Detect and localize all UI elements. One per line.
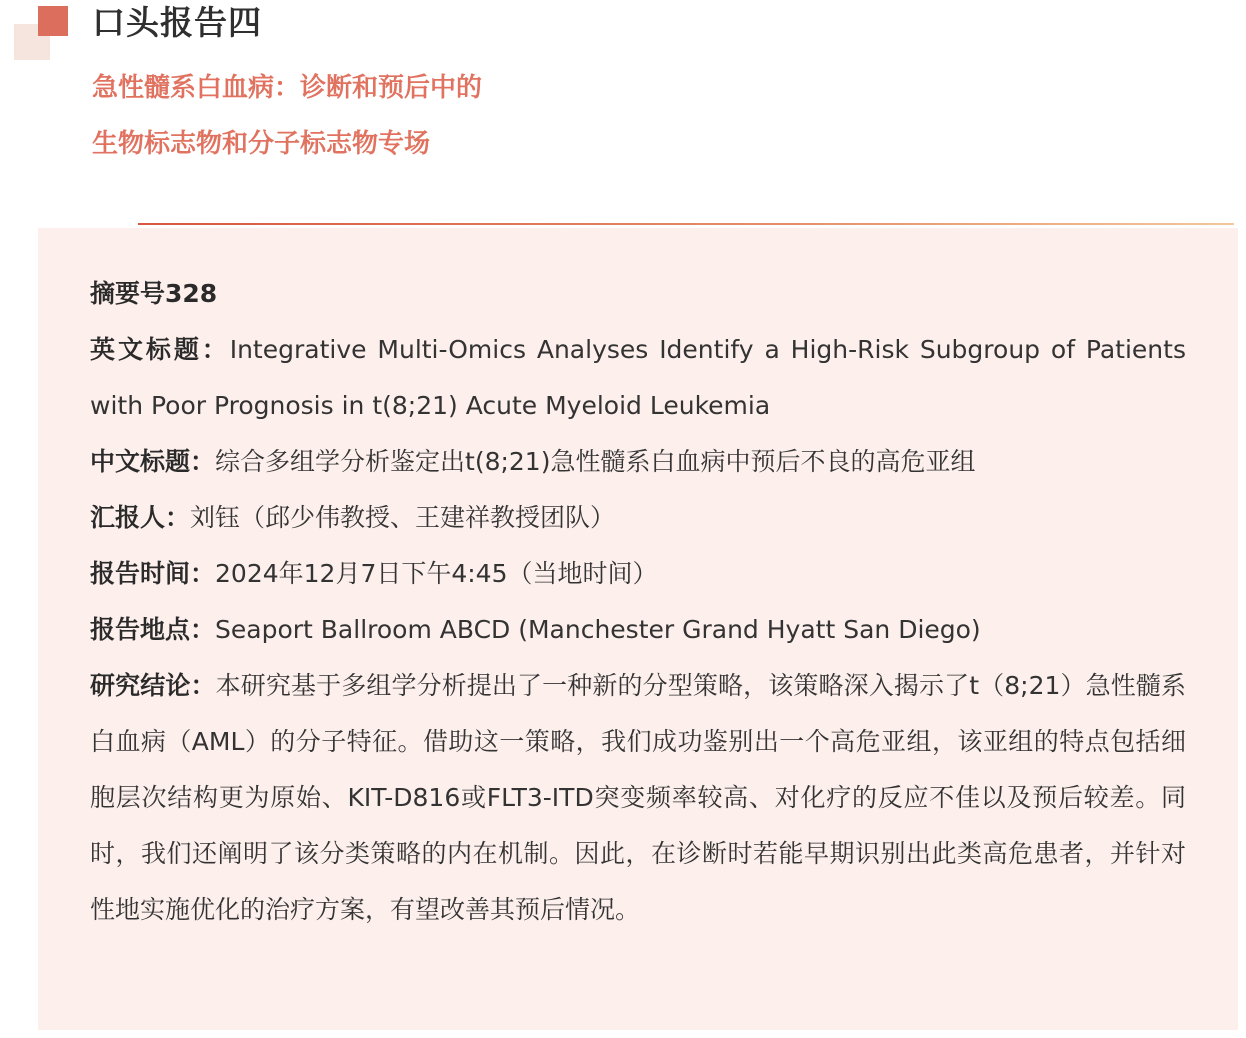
abstract-number: 摘要号328 [90,279,218,308]
abstract-content [90,266,1186,938]
session-subtitle-line2: 生物标志物和分子标志物专场 [92,129,431,159]
chinese-title-text: 综合多组学分析鉴定出t(8;21)急性髓系白血病中预后不良的高危亚组 [215,447,976,476]
report-location-label: 报告地点： [90,615,216,644]
presenter-text: 刘钰（邱少伟教授、王建祥教授团队） [190,503,616,532]
english-title-label: 英文标题： [90,335,230,364]
chinese-title-row [90,434,1186,490]
presenter-row [90,490,1186,546]
presenter-label: 汇报人： [90,503,191,532]
report-time-row [90,546,1186,602]
english-title-text: Integrative Multi-Omics Analyses Identify a High-Risk Subgroup of Patients with Poor Prognosis in t(8;21) Acute Myeloid Leukemia [90,335,1186,420]
decorative-square-accent [38,6,68,36]
report-location-text: Seaport Ballroom ABCD (Manchester Grand Hyatt San Diego) [215,615,981,644]
session-subtitle-line1: 急性髓系白血病：诊断和预后中的 [92,73,483,103]
conclusion-row [90,658,1186,938]
conclusion-label: 研究结论： [90,671,216,700]
report-time-text: 2024年12月7日下午4:45（当地时间） [215,559,658,588]
gradient-divider [138,223,1234,225]
english-title-row [90,322,1186,434]
report-time-label: 报告时间： [90,559,216,588]
report-location-row [90,602,1186,658]
section-heading: 口头报告四 [92,3,262,42]
chinese-title-label: 中文标题： [90,447,216,476]
conclusion-text: 本研究基于多组学分析提出了一种新的分型策略，该策略深入揭示了t（8;21）急性髓系白血病（AML）的分子特征。借助这一策略，我们成功鉴别出一个高危亚组，该亚组的特点包括细胞层次结构更为原始、KIT-D816或FLT3-ITD突变频率较高、对化疗的反应不佳以及预后较差。同时，我们还阐明了该分类策略的内在机制。因此，在诊断时若能早期识别出此类高危患者，并针对性地实施优化的治疗方案，有望改善其预后情况。 [90,671,1186,924]
